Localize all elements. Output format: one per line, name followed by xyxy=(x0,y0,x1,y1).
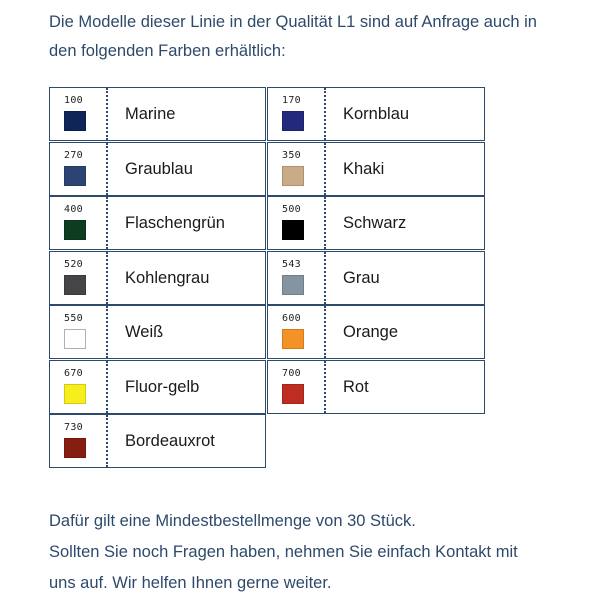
color-code-area xyxy=(268,361,326,413)
color-code: 100 xyxy=(64,95,83,106)
color-code-area xyxy=(268,306,326,358)
color-swatch xyxy=(282,166,304,186)
color-name: Marine xyxy=(125,105,176,123)
color-name: Schwarz xyxy=(343,214,407,232)
color-cell xyxy=(49,251,266,305)
color-cell xyxy=(49,360,266,414)
color-cell xyxy=(267,360,485,414)
color-code: 550 xyxy=(64,313,83,324)
color-code: 270 xyxy=(64,149,83,161)
color-code: 670 xyxy=(64,367,83,379)
color-name: Graublau xyxy=(125,159,193,178)
color-code-area xyxy=(50,361,108,413)
color-cell xyxy=(267,196,485,250)
color-cell xyxy=(49,196,266,250)
color-code: 400 xyxy=(64,204,83,215)
color-code: 170 xyxy=(282,95,301,106)
color-name: Rot xyxy=(343,377,369,396)
outro-text xyxy=(49,506,589,599)
color-code-area xyxy=(50,306,108,358)
color-code: 600 xyxy=(282,313,301,324)
color-code: 350 xyxy=(282,149,301,161)
color-swatch xyxy=(64,275,86,295)
color-swatch xyxy=(64,166,86,186)
color-cell xyxy=(267,142,485,196)
color-cell xyxy=(267,87,485,141)
color-name: Fluor-gelb xyxy=(125,377,200,396)
color-swatch xyxy=(282,111,304,131)
color-cell xyxy=(267,305,485,359)
intro-line-1: Die Modelle dieser Linie in der Qualität L1 sind auf Anfrage auch in xyxy=(49,13,537,31)
color-code-area xyxy=(268,197,326,249)
color-swatch xyxy=(64,111,86,131)
color-name: Weiß xyxy=(125,323,164,341)
color-code: 520 xyxy=(64,258,83,270)
color-code-area xyxy=(50,252,108,304)
color-name: Orange xyxy=(343,323,399,341)
color-swatch xyxy=(282,329,304,349)
color-code: 500 xyxy=(282,204,301,215)
color-code-area xyxy=(50,88,108,140)
outro-line-2: Sollten Sie noch Fragen haben, nehmen Sie einfach Kontakt mit xyxy=(49,543,518,561)
color-swatch xyxy=(282,275,304,295)
color-code-area xyxy=(268,252,326,304)
color-name: Bordeauxrot xyxy=(125,432,215,450)
color-code-area xyxy=(268,88,326,140)
color-swatch xyxy=(282,384,304,404)
color-table xyxy=(49,87,485,469)
color-code-area xyxy=(50,415,108,467)
color-cell xyxy=(267,251,485,305)
color-cell xyxy=(49,142,266,196)
color-swatch xyxy=(64,438,86,458)
color-swatch xyxy=(64,220,86,240)
intro-text xyxy=(49,8,589,66)
color-cell xyxy=(49,305,266,359)
color-code: 543 xyxy=(282,258,301,270)
color-code: 730 xyxy=(64,422,83,433)
color-name: Khaki xyxy=(343,159,385,178)
color-swatch xyxy=(64,384,86,404)
color-swatch xyxy=(282,220,304,240)
color-name: Kornblau xyxy=(343,105,410,123)
color-swatch xyxy=(64,329,86,349)
color-code-area xyxy=(268,143,326,195)
color-name: Kohlengrau xyxy=(125,268,210,287)
color-name: Grau xyxy=(343,268,380,287)
color-cell xyxy=(49,414,266,468)
color-code-area xyxy=(50,197,108,249)
color-name: Flaschengrün xyxy=(125,214,225,232)
color-code: 700 xyxy=(282,367,301,379)
color-code-area xyxy=(50,143,108,195)
outro-line-1: Dafür gilt eine Mindestbestellmenge von 30 Stück. xyxy=(49,512,416,530)
outro-line-3: uns auf. Wir helfen Ihnen gerne weiter. xyxy=(49,574,332,592)
intro-line-2: den folgenden Farben erhältlich: xyxy=(49,42,286,60)
color-cell xyxy=(49,87,266,141)
